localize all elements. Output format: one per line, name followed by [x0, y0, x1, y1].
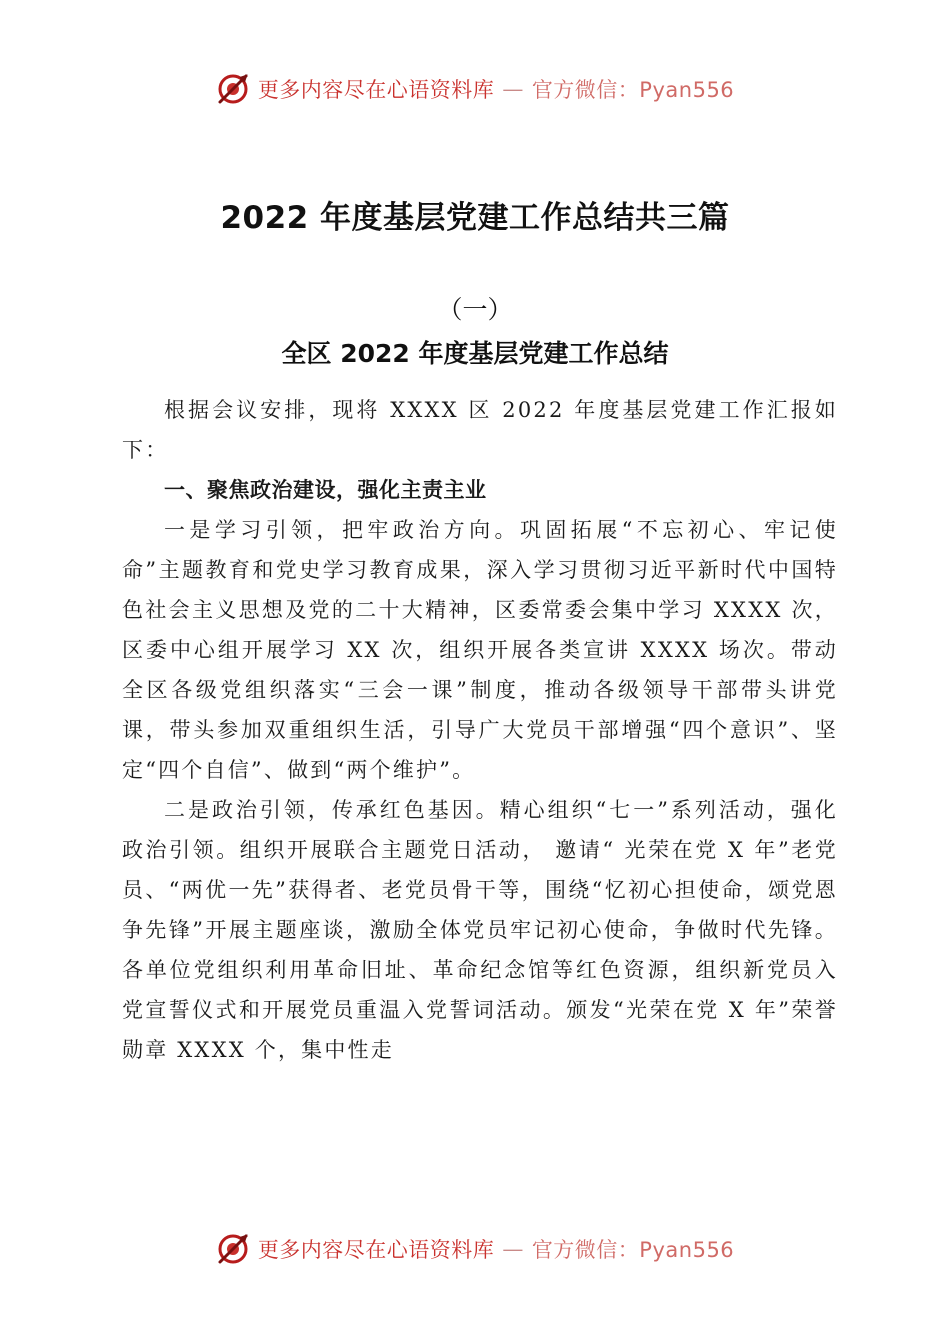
watermark-wechat: 官方微信：Pyan556	[531, 1238, 735, 1262]
document-body	[122, 390, 838, 1070]
watermark-text: 更多内容尽在心语资料库	[257, 78, 495, 102]
watermark-footer	[0, 1232, 950, 1266]
section-title: 全区 2022 年度基层党建工作总结	[281, 339, 669, 368]
document-title: 2022 年度基层党建工作总结共三篇	[220, 200, 730, 236]
seal-logo-icon	[216, 72, 250, 106]
paragraph-politics: 二是政治引领，传承红色基因。精心组织“七一”系列活动，强化政治引领。组织开展联合主题党日活动， 邀请“ 光荣在党 X 年”老党员、“两优一先”获得者、老党员骨干等，围绕“忆初心担使命，颂党恩争先锋”开展主题座谈，激励全体党员牢记初心使命，争做时代先锋。各单位党组织利用革命旧址、革命纪念馆等红色资源，组织新党员入党宣誓仪式和开展党员重温入党誓词活动。颁发“光荣在党 X 年”荣誉勋章 XXXX 个，集中性走	[122, 798, 838, 1062]
watermark-separator: —	[502, 77, 524, 101]
paragraph-intro: 根据会议安排，现将 XXXX 区 2022 年度基层党建工作汇报如下：	[122, 398, 838, 462]
section-number: （一）	[437, 295, 513, 324]
paragraph-heading: 一、聚焦政治建设，强化主责主业	[164, 478, 487, 502]
watermark-separator: —	[502, 1237, 524, 1261]
watermark-header	[0, 72, 950, 106]
watermark-text: 更多内容尽在心语资料库	[257, 1238, 495, 1262]
paragraph-study: 一是学习引领，把牢政治方向。巩固拓展“不忘初心、牢记使命”主题教育和党史学习教育成果，深入学习贯彻习近平新时代中国特色社会主义思想及党的二十大精神，区委常委会集中学习 XXXX 次，区委中心组开展学习 XX 次，组织开展各类宣讲 XXXX 场次。带动全区各级党组织落实“三会一课”制度，推动各级领导干部带头讲党课，带头参加双重组织生活，引导广大党员干部增强“四个意识”、坚定“四个自信”、做到“两个维护”。	[122, 518, 838, 782]
watermark-wechat: 官方微信：Pyan556	[531, 78, 735, 102]
seal-logo-icon	[216, 1232, 250, 1266]
